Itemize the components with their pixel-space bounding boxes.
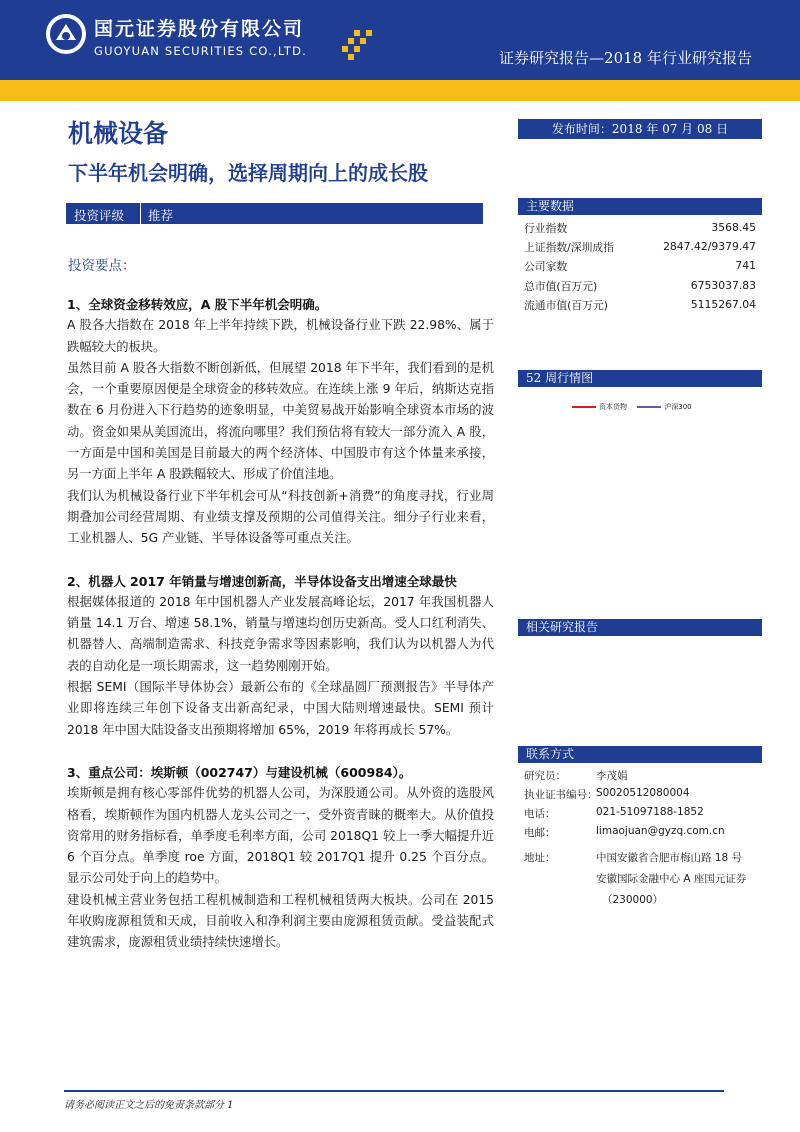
contact-value: S0020512080004 (596, 787, 690, 799)
industry-title: 机械设备 (68, 119, 169, 148)
key-data-value: 3568.45 (711, 221, 756, 234)
key-data-row (524, 238, 760, 257)
key-data-row (524, 277, 760, 296)
rating-label: 投资评级 (74, 208, 125, 223)
chart-heading: 52 周行情图 (518, 370, 762, 387)
contact-email[interactable]: limaojuan@gyzq.com.cn (596, 825, 725, 837)
key-data-label: 流通市值(百万元) (524, 298, 609, 312)
address-line: （230000） (602, 894, 664, 906)
key-data-heading: 主要数据 (518, 198, 762, 215)
section-2-para-1: 根据媒体报道的 2018 年中国机器人产业发展高峰论坛，2017 年我国机器人销量 14.1 万台、增速 58.1%，销量与增速均创历史新高。受人口红利消失、机器替人、高端制造需求、科技竞争需求等因素影响，我们认为以机器人为代表的自动化是一项长期需求，这一趋势刚刚开始。 (67, 594, 494, 673)
key-data-row (524, 257, 760, 276)
section-1-para-1: A 股各大指数在 2018 年上半年持续下跌，机械设备行业下跌 22.98%、属于跌幅较大的板块。 (67, 318, 494, 354)
contact-label: 执业证书编号： (524, 789, 598, 801)
legend-item (637, 402, 691, 412)
address (596, 848, 746, 911)
logo-dots-icon (342, 30, 374, 62)
contact-value: 021-51097188-1852 (596, 806, 704, 818)
contact-table (524, 766, 764, 842)
publish-date: 发布时间：2018 年 07 月 08 日 (518, 119, 762, 139)
key-data-label: 公司家数 (524, 260, 568, 274)
report-headline: 下半年机会明确，选择周期向上的成长股 (68, 161, 428, 185)
accent-band (0, 80, 800, 101)
rating-value: 推荐 (148, 208, 174, 223)
contact-label: 电话： (524, 808, 556, 820)
contact-row (524, 785, 764, 804)
legend-label: 沪深300 (664, 403, 692, 411)
section-1-para-3: 我们认为机械设备行业下半年机会可从“科技创新+消费”的角度寻找，行业周期叠加公司经营周期、有业绩支撑及预期的公司值得关注。细分子行业来看，工业机器人、5G 产业链、半导体设备等可重点关注。 (67, 488, 494, 546)
report-type: 证券研究报告—2018 年行业研究报告 (499, 49, 752, 67)
section-1-para-2: 虽然目前 A 股各大指数不断创新低，但展望 2018 年下半年，我们看到的是机会，一个重要原因便是全球资金的移转效应。在连续上涨 9 年后，纳斯达克指数在 6 月份进入下行趋势的迹象明显，中美贸易战开始影响全球资本市场的波动。资金如果从美国流出，将流向哪里？我们预估将有较大一部分流入 A 股，一方面是中国和美国是目前最大的两个经济体、中国股市有这个体量来承接，另一方面上半年 A 股跌幅较大、形成了价值洼地。 (67, 360, 494, 482)
address-label: 地址： (524, 852, 556, 864)
section-2-title: 2、机器人 2017 年销量与增速创新高，半导体设备支出增速全球最快 (67, 573, 457, 589)
key-data-value: 5115267.04 (690, 297, 756, 311)
body-text (67, 294, 494, 954)
footer-divider (64, 1090, 724, 1092)
contact-row (524, 823, 764, 842)
contact-row (524, 804, 764, 823)
key-data-row (524, 219, 760, 238)
contact-value: 李茂娟 (596, 770, 628, 782)
legend-label: 资本货物 (599, 403, 627, 411)
footer-disclaimer: 请务必阅读正文之后的免责条款部分 1 (64, 1100, 234, 1111)
related-heading: 相关研究报告 (518, 619, 762, 636)
chart-legend (572, 402, 700, 412)
key-data-value: 2847.42/9379.47 (663, 240, 756, 254)
rating-divider (140, 203, 141, 224)
address-line: 安徽国际金融中心 A 座国元证券 (596, 873, 747, 885)
company-name-cn: 国元证券股份有限公司 (94, 18, 305, 40)
legend-line-red (572, 406, 596, 408)
section-3-para-2: 建设机械主营业务包括工程机械制造和工程机械租赁两大板块。公司在 2015 年收购庞源租赁和天成，目前收入和净利润主要由庞源租赁贡献。受益装配式建筑需求，庞源租赁业绩持续快速增长。 (67, 892, 494, 950)
legend-line-purple (637, 406, 661, 408)
key-data-label: 总市值(百万元) (524, 279, 598, 293)
key-data-label: 行业指数 (524, 222, 568, 235)
key-data-table (524, 219, 760, 315)
company-name-en: GUOYUAN SECURITIES CO.,LTD. (94, 44, 308, 58)
section-2-para-2: 根据 SEMI（国际半导体协会）最新公布的《全球晶圆厂预测报告》半导体产业即将连续三年创下设备支出新高纪录，中国大陆则增速最快。SEMI 预计 2018 年中国大陆设备支出预期将增加 65%，2019 年将再成长 57%。 (67, 680, 494, 737)
legend-item (572, 402, 627, 412)
key-data-row (524, 296, 760, 315)
key-data-label: 上证指数/深圳成指 (524, 241, 615, 255)
rating-bar (66, 203, 483, 224)
contact-row (524, 766, 764, 785)
key-data-value: 6753037.83 (690, 278, 756, 292)
section-3-para-1: 埃斯顿是拥有核心零部件优势的机器人公司，为深股通公司。从外资的选股风格看，埃斯顿作为国内机器人龙头公司之一、受外资青睐的概率大。从价值投资常用的财务指标看，单季度毛利率方面，公司 2018Q1 较上一季大幅提升近 6 个百分点。单季度 roe 方面，2018Q1 较 2017Q1 提升 0.25 个百分点。显示公司处于向上的趋势中。 (67, 786, 494, 886)
contact-heading: 联系方式 (518, 746, 762, 763)
section-3-title: 3、重点公司：埃斯顿（002747）与建设机械（600984）。 (67, 764, 412, 780)
section-heading: 投资要点： (68, 258, 136, 274)
address-line: 中国安徽省合肥市梅山路 18 号 (596, 852, 743, 864)
contact-label: 研究员： (524, 770, 566, 782)
company-logo-icon (46, 14, 86, 54)
key-data-value: 741 (735, 259, 756, 273)
contact-label: 电邮： (524, 827, 556, 839)
section-1-title: 1、全球资金移转效应，A 股下半年机会明确。 (67, 297, 328, 312)
